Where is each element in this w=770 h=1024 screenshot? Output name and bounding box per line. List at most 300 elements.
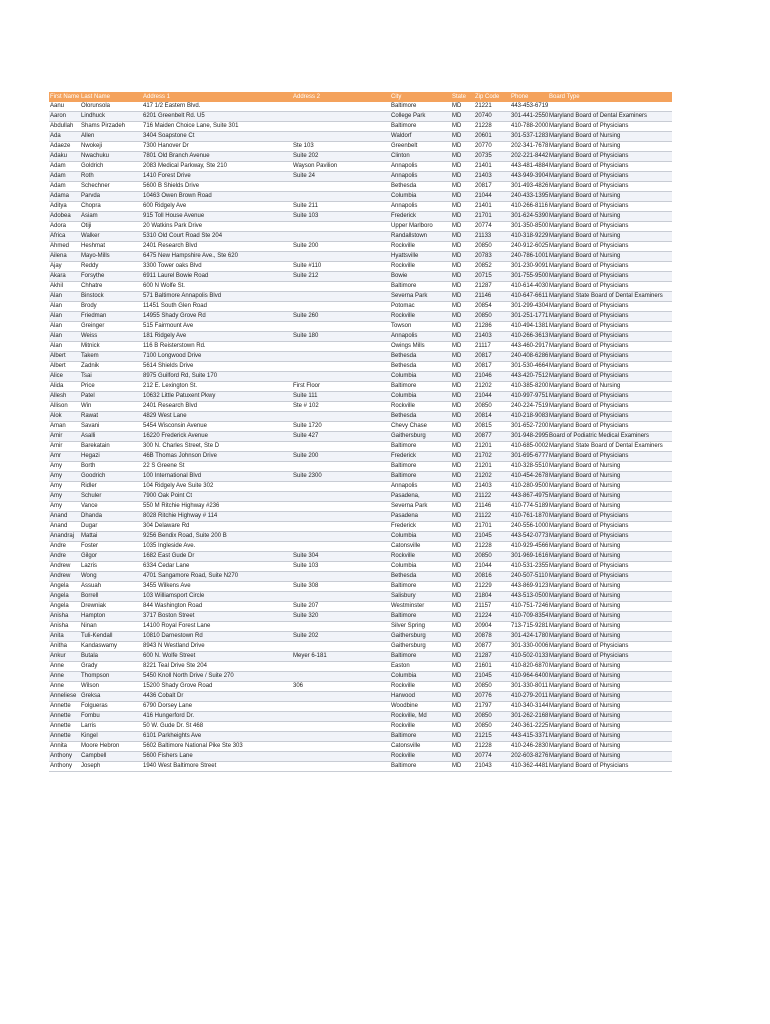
- state-cell: MD: [451, 662, 474, 672]
- last-name-cell: Roth: [80, 172, 142, 182]
- zip-cell: 21229: [474, 582, 510, 592]
- last-name-cell: Nwokeji: [80, 142, 142, 152]
- first-name-cell: Amir: [49, 442, 80, 452]
- board-type-cell: Maryland Board of Nursing: [548, 692, 672, 702]
- city-cell: Silver Spring: [390, 622, 451, 632]
- zip-cell: 21228: [474, 742, 510, 752]
- last-name-cell: Chopra: [80, 202, 142, 212]
- table-row: [49, 302, 672, 312]
- address2-cell: [292, 532, 390, 542]
- zip-cell: 21045: [474, 532, 510, 542]
- table-row: [49, 232, 672, 242]
- first-name-cell: Adobea: [49, 212, 80, 222]
- board-type-cell: Board of Podiatric Medical Examiners: [548, 432, 672, 442]
- address1-cell: 300 N. Charles Street, Ste D: [142, 442, 292, 452]
- first-name-cell: Angela: [49, 602, 80, 612]
- table-row: [49, 652, 672, 662]
- state-cell: MD: [451, 342, 474, 352]
- table-row: [49, 722, 672, 732]
- address2-cell: [292, 742, 390, 752]
- table-body: [49, 102, 672, 772]
- state-cell: MD: [451, 182, 474, 192]
- board-type-cell: Maryland Board of Physicians: [548, 122, 672, 132]
- table-row: [49, 242, 672, 252]
- state-cell: MD: [451, 372, 474, 382]
- phone-cell: 410-218-9083: [510, 412, 548, 422]
- board-type-cell: Maryland Board of Nursing: [548, 702, 672, 712]
- city-cell: Gaithersburg: [390, 432, 451, 442]
- city-cell: Rockville: [390, 752, 451, 762]
- zip-cell: 21601: [474, 662, 510, 672]
- state-cell: MD: [451, 552, 474, 562]
- address2-cell: [292, 222, 390, 232]
- address2-cell: [292, 512, 390, 522]
- board-type-cell: Maryland Board of Nursing: [548, 582, 672, 592]
- zip-cell: 21044: [474, 562, 510, 572]
- header-row: [49, 92, 672, 102]
- city-cell: Gaithersburg: [390, 642, 451, 652]
- city-cell: Towson: [390, 322, 451, 332]
- board-type-cell: Maryland Board of Nursing: [548, 192, 672, 202]
- first-name-cell: Anne: [49, 662, 80, 672]
- table-row: [49, 382, 672, 392]
- address1-cell: 6201 Greenbelt Rd. U5: [142, 112, 292, 122]
- board-type-cell: Maryland Board of Nursing: [548, 592, 672, 602]
- zip-cell: 20850: [474, 712, 510, 722]
- address2-cell: Meyer 6-181: [292, 652, 390, 662]
- table-row: [49, 642, 672, 652]
- board-type-cell: Maryland Board of Nursing: [548, 212, 672, 222]
- address2-cell: [292, 712, 390, 722]
- address1-cell: 1682 East Gude Dr: [142, 552, 292, 562]
- zip-cell: 21401: [474, 202, 510, 212]
- state-cell: MD: [451, 542, 474, 552]
- board-type-cell: Maryland Board of Physicians: [548, 522, 672, 532]
- state-cell: MD: [451, 632, 474, 642]
- city-cell: Bethesda: [390, 362, 451, 372]
- state-cell: MD: [451, 432, 474, 442]
- phone-cell: 301-299-4304: [510, 302, 548, 312]
- address1-cell: 3404 Soapstone Ct: [142, 132, 292, 142]
- address1-cell: 7300 Hanover Dr: [142, 142, 292, 152]
- first-name-cell: Alok: [49, 412, 80, 422]
- board-type-cell: Maryland Board of Nursing: [548, 142, 672, 152]
- board-type-cell: Maryland Board of Physicians: [548, 512, 672, 522]
- city-cell: Baltimore: [390, 122, 451, 132]
- phone-cell: 443-513-0500: [510, 592, 548, 602]
- first-name-cell: Alida: [49, 382, 80, 392]
- column-header: Last Name: [80, 92, 142, 102]
- state-cell: MD: [451, 522, 474, 532]
- city-cell: Frederick: [390, 452, 451, 462]
- address1-cell: 50 W. Gude Dr. St 468: [142, 722, 292, 732]
- city-cell: Baltimore: [390, 102, 451, 112]
- address2-cell: [292, 302, 390, 312]
- last-name-cell: Goodrich: [80, 472, 142, 482]
- address1-cell: 5310 Old Court Road Ste 204: [142, 232, 292, 242]
- first-name-cell: Ahmed: [49, 242, 80, 252]
- last-name-cell: Barekatain: [80, 442, 142, 452]
- city-cell: Baltimore: [390, 442, 451, 452]
- board-type-cell: Maryland Board of Nursing: [548, 732, 672, 742]
- first-name-cell: Ajay: [49, 262, 80, 272]
- board-type-cell: Maryland Board of Physicians: [548, 422, 672, 432]
- first-name-cell: Anitha: [49, 642, 80, 652]
- zip-cell: 21201: [474, 462, 510, 472]
- zip-cell: 21122: [474, 492, 510, 502]
- address2-cell: Ste # 102: [292, 402, 390, 412]
- zip-cell: 20740: [474, 112, 510, 122]
- phone-cell: 410-318-9229: [510, 232, 548, 242]
- state-cell: MD: [451, 192, 474, 202]
- address2-cell: Ste 103: [292, 142, 390, 152]
- address1-cell: 15200 Shady Grove Road: [142, 682, 292, 692]
- address1-cell: 4701 Sangamore Road, Suite N270: [142, 572, 292, 582]
- board-type-cell: Maryland Board of Nursing: [548, 662, 672, 672]
- address1-cell: 716 Maiden Choice Lane, Suite 301: [142, 122, 292, 132]
- first-name-cell: Africa: [49, 232, 80, 242]
- state-cell: MD: [451, 382, 474, 392]
- city-cell: Baltimore: [390, 612, 451, 622]
- address1-cell: 3300 Tower oaks Blvd: [142, 262, 292, 272]
- address2-cell: Suite 24: [292, 172, 390, 182]
- address2-cell: [292, 342, 390, 352]
- zip-cell: 21044: [474, 392, 510, 402]
- table-row: [49, 542, 672, 552]
- address2-cell: Suite 260: [292, 312, 390, 322]
- address2-cell: [292, 542, 390, 552]
- state-cell: MD: [451, 302, 474, 312]
- address1-cell: 8221 Teal Drive Ste 204: [142, 662, 292, 672]
- city-cell: Baltimore: [390, 472, 451, 482]
- board-type-cell: Maryland Board of Physicians: [548, 162, 672, 172]
- address1-cell: 1035 Ingleside Ave.: [142, 542, 292, 552]
- table-row: [49, 152, 672, 162]
- board-type-cell: Maryland Board of Nursing: [548, 382, 672, 392]
- table-row: [49, 332, 672, 342]
- table-row: [49, 422, 672, 432]
- city-cell: College Park: [390, 112, 451, 122]
- address1-cell: 417 1/2 Eastern Blvd.: [142, 102, 292, 112]
- last-name-cell: Otiji: [80, 222, 142, 232]
- state-cell: MD: [451, 412, 474, 422]
- phone-cell: 240-786-1001: [510, 252, 548, 262]
- state-cell: MD: [451, 682, 474, 692]
- zip-cell: 20904: [474, 622, 510, 632]
- city-cell: Annapolis: [390, 482, 451, 492]
- city-cell: Salisbury: [390, 592, 451, 602]
- first-name-cell: Amir: [49, 432, 80, 442]
- address2-cell: Suite 202: [292, 152, 390, 162]
- city-cell: Catonsville: [390, 742, 451, 752]
- last-name-cell: Folgueras: [80, 702, 142, 712]
- last-name-cell: Mayo-Mills: [80, 252, 142, 262]
- last-name-cell: Joseph: [80, 762, 142, 772]
- zip-cell: 21804: [474, 592, 510, 602]
- table-row: [49, 362, 672, 372]
- phone-cell: 410-964-6400: [510, 672, 548, 682]
- board-type-cell: Maryland Board of Physicians: [548, 362, 672, 372]
- phone-cell: 410-279-2011: [510, 692, 548, 702]
- phone-cell: 713-715-9281: [510, 622, 548, 632]
- zip-cell: 21133: [474, 232, 510, 242]
- last-name-cell: Walker: [80, 232, 142, 242]
- zip-cell: 21403: [474, 172, 510, 182]
- last-name-cell: Greinger: [80, 322, 142, 332]
- state-cell: MD: [451, 752, 474, 762]
- address2-cell: [292, 732, 390, 742]
- table-row: [49, 402, 672, 412]
- last-name-cell: Rawat: [80, 412, 142, 422]
- phone-cell: 301-330-8011: [510, 682, 548, 692]
- state-cell: MD: [451, 312, 474, 322]
- phone-cell: 410-502-0133: [510, 652, 548, 662]
- phone-cell: 410-340-3144: [510, 702, 548, 712]
- board-type-cell: Maryland Board of Physicians: [548, 452, 672, 462]
- city-cell: Columbia: [390, 672, 451, 682]
- address1-cell: 600 N. Wolfe Street: [142, 652, 292, 662]
- board-type-cell: Maryland Board of Nursing: [548, 672, 672, 682]
- zip-cell: 20817: [474, 352, 510, 362]
- table-row: [49, 522, 672, 532]
- city-cell: Bowie: [390, 272, 451, 282]
- city-cell: Annapolis: [390, 332, 451, 342]
- first-name-cell: Andre: [49, 542, 80, 552]
- address2-cell: [292, 372, 390, 382]
- zip-cell: 21146: [474, 502, 510, 512]
- board-type-cell: Maryland Board of Nursing: [548, 632, 672, 642]
- last-name-cell: Grady: [80, 662, 142, 672]
- table-row: [49, 492, 672, 502]
- board-type-cell: Maryland Board of Physicians: [548, 352, 672, 362]
- table-row: [49, 552, 672, 562]
- last-name-cell: Moore Hebron: [80, 742, 142, 752]
- address2-cell: Suite 180: [292, 332, 390, 342]
- city-cell: Waldorf: [390, 132, 451, 142]
- board-type-cell: Maryland Board of Nursing: [548, 612, 672, 622]
- zip-cell: 20817: [474, 362, 510, 372]
- last-name-cell: Campbell: [80, 752, 142, 762]
- address2-cell: Suite 211: [292, 202, 390, 212]
- city-cell: Bethesda: [390, 352, 451, 362]
- phone-cell: 443-420-7512: [510, 372, 548, 382]
- city-cell: Hyattsville: [390, 252, 451, 262]
- last-name-cell: Lazris: [80, 562, 142, 572]
- address2-cell: [292, 412, 390, 422]
- zip-cell: 20715: [474, 272, 510, 282]
- city-cell: Columbia: [390, 532, 451, 542]
- first-name-cell: Anand: [49, 522, 80, 532]
- address1-cell: 3455 Wilkens Ave: [142, 582, 292, 592]
- city-cell: Baltimore: [390, 382, 451, 392]
- state-cell: MD: [451, 602, 474, 612]
- phone-cell: 410-709-8354: [510, 612, 548, 622]
- first-name-cell: Anthony: [49, 752, 80, 762]
- phone-cell: 410-774-5189: [510, 502, 548, 512]
- table-row: [49, 752, 672, 762]
- last-name-cell: Larris: [80, 722, 142, 732]
- first-name-cell: Amy: [49, 502, 80, 512]
- address1-cell: 2083 Medical Parkway, Ste 210: [142, 162, 292, 172]
- address1-cell: 212 E. Lexington St.: [142, 382, 292, 392]
- city-cell: Baltimore: [390, 582, 451, 592]
- state-cell: MD: [451, 252, 474, 262]
- state-cell: MD: [451, 622, 474, 632]
- city-cell: Bethesda: [390, 412, 451, 422]
- city-cell: Harwood: [390, 692, 451, 702]
- first-name-cell: Anisha: [49, 622, 80, 632]
- state-cell: MD: [451, 692, 474, 702]
- first-name-cell: Anneliese: [49, 692, 80, 702]
- state-cell: MD: [451, 292, 474, 302]
- table-row: [49, 272, 672, 282]
- last-name-cell: Hegazi: [80, 452, 142, 462]
- address1-cell: 16220 Frederick Avenue: [142, 432, 292, 442]
- first-name-cell: Alan: [49, 332, 80, 342]
- address1-cell: 20 Watkins Park Drive: [142, 222, 292, 232]
- state-cell: MD: [451, 572, 474, 582]
- phone-cell: 240-556-1000: [510, 522, 548, 532]
- city-cell: Potomac: [390, 302, 451, 312]
- first-name-cell: Allison: [49, 402, 80, 412]
- board-type-cell: Maryland Board of Physicians: [548, 332, 672, 342]
- phone-cell: 443-460-2917: [510, 342, 548, 352]
- last-name-cell: Shams Pirzadeh: [80, 122, 142, 132]
- state-cell: MD: [451, 352, 474, 362]
- city-cell: Columbia: [390, 392, 451, 402]
- phone-cell: 410-647-6611: [510, 292, 548, 302]
- city-cell: Annapolis: [390, 202, 451, 212]
- state-cell: MD: [451, 332, 474, 342]
- city-cell: Severna Park: [390, 292, 451, 302]
- city-cell: Rockville: [390, 682, 451, 692]
- first-name-cell: Anandraj: [49, 532, 80, 542]
- last-name-cell: Lindhuck: [80, 112, 142, 122]
- table-row: [49, 342, 672, 352]
- phone-cell: 410-997-9751: [510, 392, 548, 402]
- column-header: State: [451, 92, 474, 102]
- zip-cell: 20816: [474, 572, 510, 582]
- address2-cell: [292, 722, 390, 732]
- state-cell: MD: [451, 762, 474, 772]
- address2-cell: [292, 662, 390, 672]
- address1-cell: 4436 Cobalt Dr: [142, 692, 292, 702]
- address2-cell: [292, 182, 390, 192]
- address1-cell: 844 Washington Road: [142, 602, 292, 612]
- address2-cell: [292, 112, 390, 122]
- table-row: [49, 622, 672, 632]
- last-name-cell: Greksa: [80, 692, 142, 702]
- first-name-cell: Annette: [49, 722, 80, 732]
- phone-cell: 301-755-9500: [510, 272, 548, 282]
- phone-cell: 410-494-1381: [510, 322, 548, 332]
- zip-cell: 20850: [474, 312, 510, 322]
- first-name-cell: Alan: [49, 342, 80, 352]
- address2-cell: 306: [292, 682, 390, 692]
- board-type-cell: Maryland Board of Physicians: [548, 282, 672, 292]
- first-name-cell: Andre: [49, 552, 80, 562]
- city-cell: Rockville: [390, 722, 451, 732]
- board-type-cell: Maryland Board of Physicians: [548, 642, 672, 652]
- city-cell: Owings Mills: [390, 342, 451, 352]
- last-name-cell: Price: [80, 382, 142, 392]
- last-name-cell: Allen: [80, 132, 142, 142]
- first-name-cell: Adam: [49, 172, 80, 182]
- first-name-cell: Anthony: [49, 762, 80, 772]
- table-row: [49, 662, 672, 672]
- address1-cell: 5614 Shields Drive: [142, 362, 292, 372]
- zip-cell: 21215: [474, 732, 510, 742]
- first-name-cell: Albert: [49, 352, 80, 362]
- address2-cell: [292, 672, 390, 682]
- address2-cell: [292, 702, 390, 712]
- board-type-cell: Maryland Board of Physicians: [548, 342, 672, 352]
- address1-cell: 550 M Ritchie Highway #236: [142, 502, 292, 512]
- first-name-cell: Albert: [49, 362, 80, 372]
- last-name-cell: Assuah: [80, 582, 142, 592]
- table-row: [49, 442, 672, 452]
- address1-cell: 304 Delaware Rd: [142, 522, 292, 532]
- board-type-cell: Maryland Board of Nursing: [548, 462, 672, 472]
- first-name-cell: Aditya: [49, 202, 80, 212]
- address2-cell: [292, 642, 390, 652]
- state-cell: MD: [451, 142, 474, 152]
- board-type-cell: Maryland Board of Nursing: [548, 232, 672, 242]
- address1-cell: 2401 Research Blvd: [142, 402, 292, 412]
- last-name-cell: Parvda: [80, 192, 142, 202]
- address2-cell: [292, 122, 390, 132]
- table-row: [49, 262, 672, 272]
- table-row: [49, 762, 672, 772]
- address2-cell: First Floor: [292, 382, 390, 392]
- city-cell: Catonsville: [390, 542, 451, 552]
- city-cell: Annapolis: [390, 172, 451, 182]
- table-row: [49, 732, 672, 742]
- state-cell: MD: [451, 152, 474, 162]
- board-type-cell: Maryland Board of Nursing: [548, 472, 672, 482]
- board-type-cell: Maryland Board of Nursing: [548, 252, 672, 262]
- first-name-cell: Angela: [49, 582, 80, 592]
- board-type-cell: Maryland Board of Physicians: [548, 372, 672, 382]
- state-cell: MD: [451, 282, 474, 292]
- address1-cell: 181 Ridgely Ave: [142, 332, 292, 342]
- board-type-cell: Maryland Board of Nursing: [548, 682, 672, 692]
- zip-cell: 20850: [474, 242, 510, 252]
- phone-cell: 301-330-0006: [510, 642, 548, 652]
- board-type-cell: Maryland Board of Physicians: [548, 272, 672, 282]
- zip-cell: 21401: [474, 162, 510, 172]
- zip-cell: 20776: [474, 692, 510, 702]
- table-row: [49, 562, 672, 572]
- last-name-cell: Tuli-Kendall: [80, 632, 142, 642]
- zip-cell: 21117: [474, 342, 510, 352]
- zip-cell: 20850: [474, 402, 510, 412]
- column-header: Phone: [510, 92, 548, 102]
- first-name-cell: Anne: [49, 682, 80, 692]
- address1-cell: 22 S Greene St: [142, 462, 292, 472]
- table-row: [49, 512, 672, 522]
- last-name-cell: Dhanda: [80, 512, 142, 522]
- address2-cell: [292, 522, 390, 532]
- address1-cell: 116 B Reisterstown Rd.: [142, 342, 292, 352]
- board-type-cell: Maryland Board of Nursing: [548, 502, 672, 512]
- last-name-cell: Vance: [80, 502, 142, 512]
- last-name-cell: Butala: [80, 652, 142, 662]
- address1-cell: 6101 Parkheights Ave: [142, 732, 292, 742]
- city-cell: Baltimore: [390, 762, 451, 772]
- city-cell: Chevy Chase: [390, 422, 451, 432]
- address2-cell: Suite 1720: [292, 422, 390, 432]
